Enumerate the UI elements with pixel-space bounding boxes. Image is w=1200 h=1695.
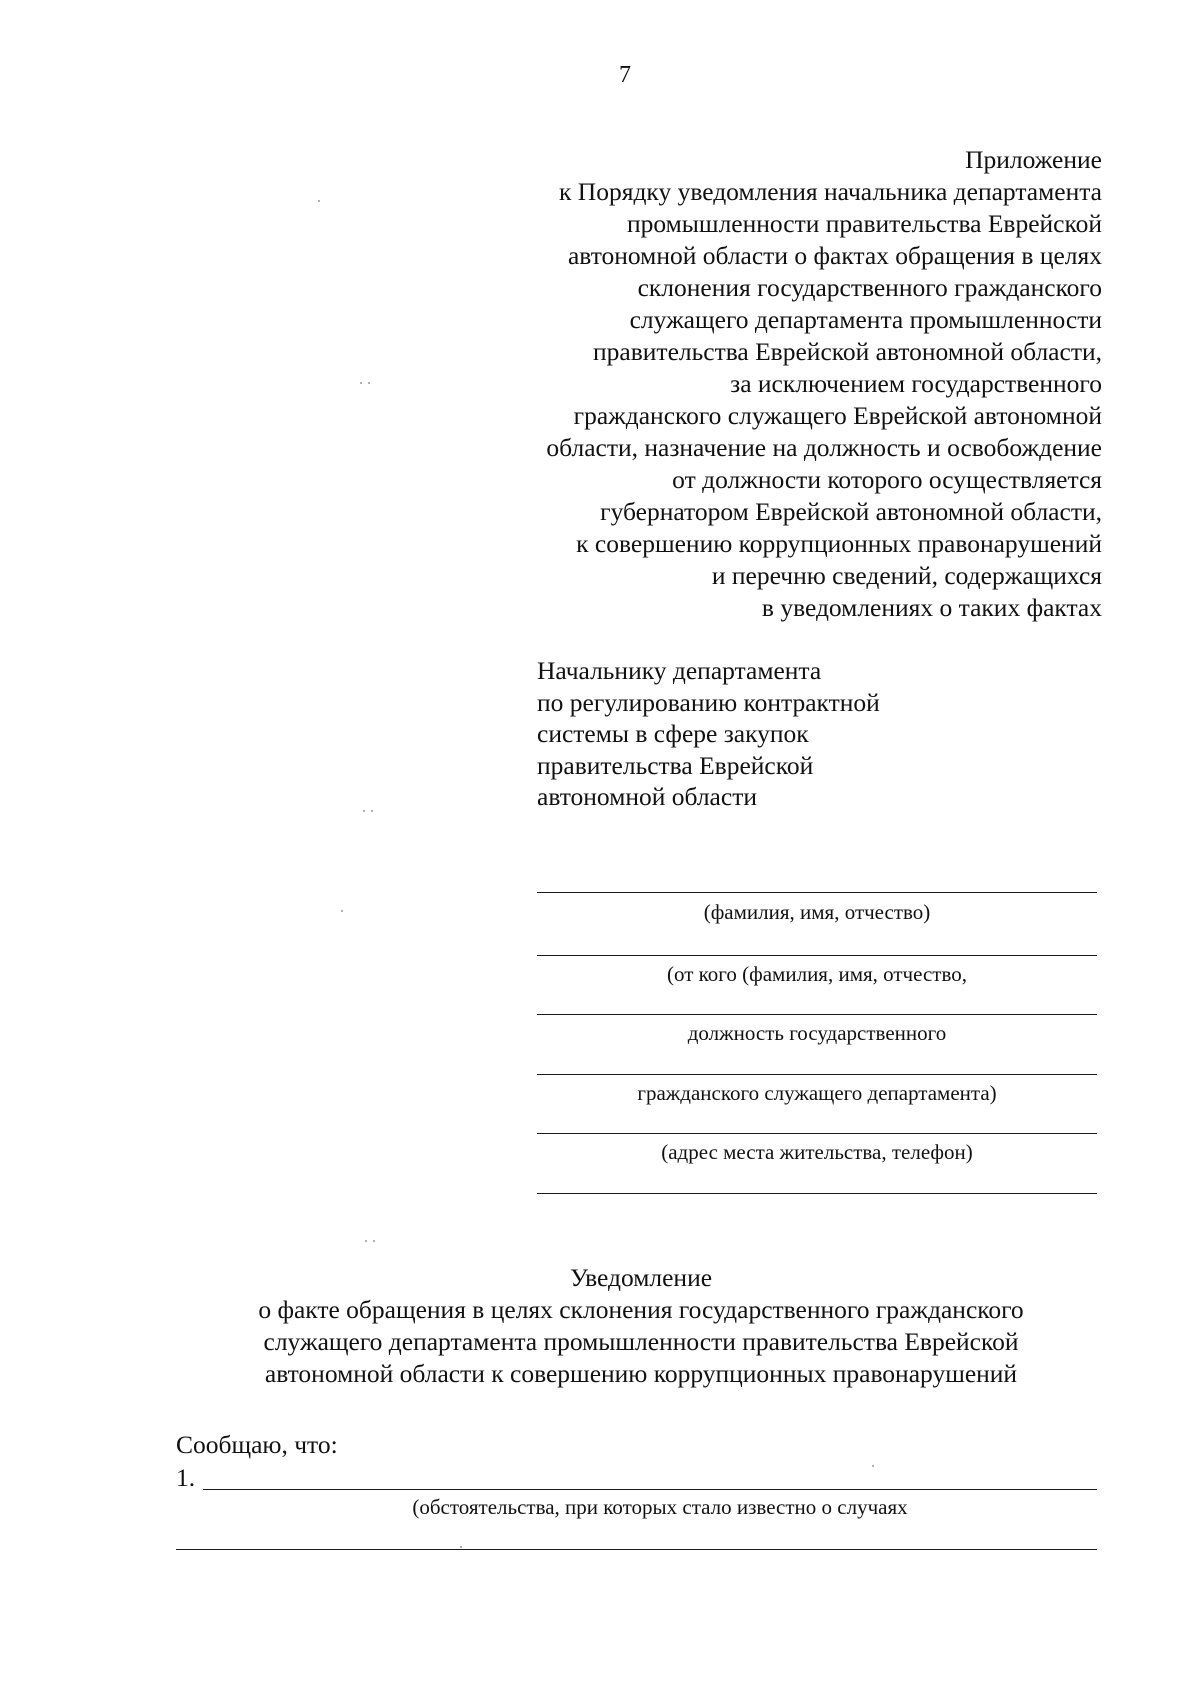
appendix-line: губернатором Еврейской автономной области,: [600, 497, 1102, 526]
scan-speck: [360, 382, 362, 384]
appendix-line: склонения государственного гражданского: [637, 273, 1102, 302]
sender-phone-line[interactable]: [537, 1193, 1097, 1194]
item-number: 1.: [176, 1463, 196, 1492]
recipient-name-caption: (фамилия, имя, отчество): [703, 900, 931, 924]
sender-name-caption: (от кого (фамилия, имя, отчество,: [667, 962, 967, 986]
notice-subtitle-line: о факте обращения в целях склонения государственного гражданского: [258, 1295, 1024, 1324]
addressee-line: автономной области: [537, 782, 757, 811]
appendix-header: [462, 144, 1102, 624]
appendix-title: Приложение: [965, 145, 1102, 174]
scan-speck: [371, 810, 373, 812]
appendix-line: гражданского служащего Еврейской автономной: [573, 401, 1102, 430]
appendix-line: в уведомлениях о таких фактах: [761, 593, 1102, 622]
item-1-caption: (обстоятельства, при которых стало известно о случаях: [412, 1495, 908, 1519]
appendix-line: области, назначение на должность и освобождение: [546, 433, 1102, 462]
sender-department-caption: гражданского служащего департамента): [637, 1081, 997, 1105]
notice-heading: [170, 1262, 1112, 1390]
addressee-line: Начальнику департамента: [537, 656, 822, 685]
appendix-line: и перечню сведений, содержащихся: [711, 561, 1102, 590]
scan-speck: [460, 1546, 462, 1548]
sender-address-caption: (адрес места жительства, телефон): [661, 1140, 973, 1164]
item-1-continuation-line[interactable]: [176, 1549, 1097, 1550]
item-1-line[interactable]: [203, 1489, 1097, 1490]
notice-subtitle-line: служащего департамента промышленности правительства Еврейской: [263, 1327, 1019, 1356]
appendix-line: к совершению коррупционных правонарушений: [576, 529, 1102, 558]
appendix-line: от должности которого осуществляется: [672, 465, 1102, 494]
addressee-block: [537, 655, 880, 813]
appendix-line: правительства Еврейской автономной области,: [593, 337, 1102, 366]
appendix-line: служащего департамента промышленности: [629, 305, 1102, 334]
appendix-line: за исключением государственного: [730, 369, 1102, 398]
addressee-line: по регулированию контрактной: [537, 687, 880, 717]
sender-position-caption: должность государственного: [687, 1021, 947, 1045]
sender-name-line[interactable]: [537, 955, 1097, 956]
scan-speck: [341, 910, 343, 912]
sender-position-line[interactable]: [537, 1014, 1097, 1015]
sender-department-line[interactable]: [537, 1074, 1097, 1075]
appendix-line: промышленности правительства Еврейской: [627, 209, 1102, 238]
scan-speck: [368, 382, 370, 384]
notice-title: Уведомление: [569, 1263, 713, 1292]
scan-speck: [872, 1465, 874, 1467]
recipient-name-line[interactable]: [537, 892, 1097, 893]
scan-speck: [373, 1240, 375, 1242]
appendix-line: к Порядку уведомления начальника департамента: [559, 177, 1102, 206]
notice-subtitle-line: автономной области к совершению коррупционных правонарушений: [264, 1359, 1018, 1388]
addressee-line: правительства Еврейской: [537, 750, 814, 780]
scan-speck: [363, 810, 365, 812]
sender-address-line[interactable]: [537, 1133, 1097, 1134]
appendix-line: автономной области о фактах обращения в целях: [567, 241, 1102, 270]
page-number: 7: [619, 62, 631, 88]
report-intro: Сообщаю, что:: [176, 1430, 338, 1459]
addressee-line: системы в сфере закупок: [537, 719, 809, 748]
scan-speck: [318, 200, 320, 202]
scan-speck: [365, 1240, 367, 1242]
